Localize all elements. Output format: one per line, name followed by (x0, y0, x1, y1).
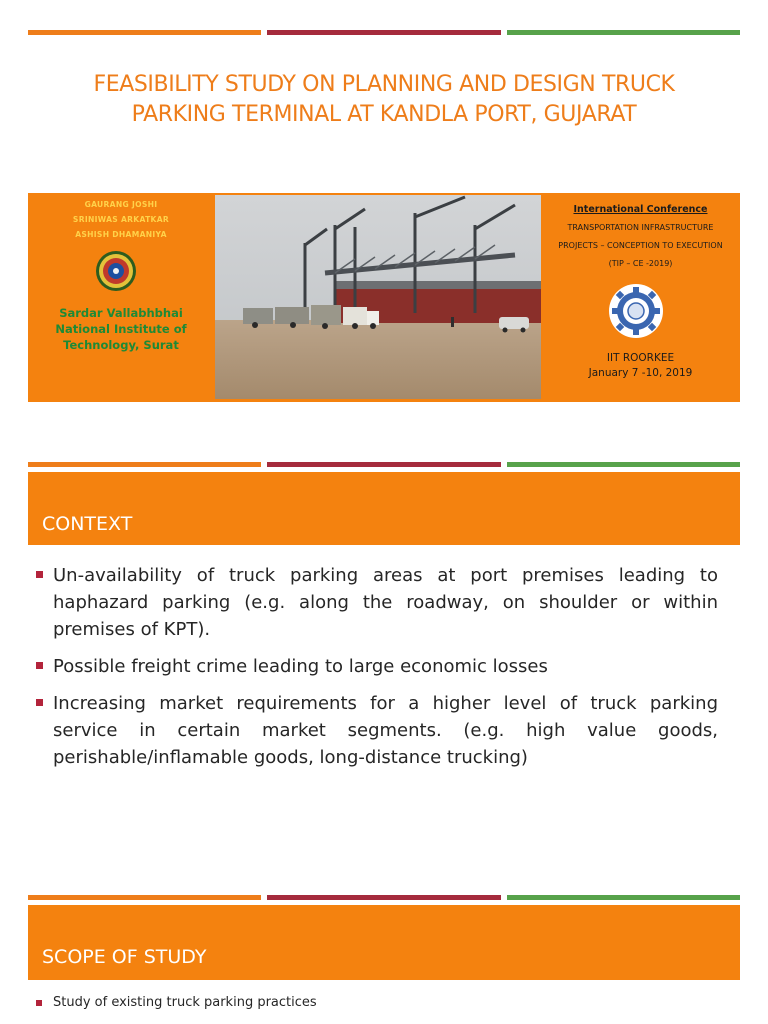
svnit-seal-icon (95, 250, 137, 292)
stripe-orange (28, 462, 261, 467)
conference-info (541, 201, 740, 273)
bullet-text: Un-availability of truck parking areas at port premises leading to haphazard parking (e.g. along the roadway, on shoulder or within premises of KPT). (53, 565, 718, 640)
institute-name (36, 305, 206, 353)
list-item (36, 562, 718, 643)
bullet-text: Increasing market requirements for a higher level of truck parking service in certain market segments. (e.g. high value goods, perishable/inflamable goods, long-distance trucking) (53, 693, 718, 768)
list-item (36, 994, 718, 1012)
title-line-2: PARKING TERMINAL AT KANDLA PORT, GUJARAT (131, 102, 637, 127)
stripe-red (267, 462, 500, 467)
port-photo (215, 195, 541, 399)
context-bullet-list (36, 562, 718, 781)
context-header-bar (28, 472, 740, 545)
stripe-red (267, 895, 500, 900)
slide-title (40, 70, 728, 130)
square-bullet-icon (36, 662, 43, 669)
author-name: SRINIWAS ARKATKAR (72, 215, 170, 224)
list-item (36, 690, 718, 771)
conference-line: PROJECTS – CONCEPTION TO EXECUTION (558, 241, 723, 250)
institute-line: National Institute of (55, 322, 187, 336)
iit-roorkee-gear-icon (608, 283, 664, 339)
square-bullet-icon (36, 1000, 42, 1006)
square-bullet-icon (36, 699, 43, 706)
author-name: GAURANG JOSHI (84, 200, 158, 209)
bullet-text: Study of existing truck parking practices (53, 995, 317, 1010)
conference-line: (TIP – CE -2019) (608, 259, 673, 268)
stripe-orange (28, 30, 261, 35)
stripe-green (507, 895, 740, 900)
venue-name: IIT ROORKEE (606, 352, 675, 364)
context-heading: CONTEXT (42, 513, 133, 535)
stripe-red (267, 30, 500, 35)
top-divider-stripes (28, 30, 740, 35)
institute-line: Sardar Vallabhbhai (59, 306, 183, 320)
list-item (36, 653, 718, 680)
stripe-green (507, 462, 740, 467)
title-line-1: FEASIBILITY STUDY ON PLANNING AND DESIGN TRUCK (93, 72, 675, 97)
conference-banner (28, 193, 740, 402)
square-bullet-icon (36, 571, 43, 578)
author-name: ASHISH DHAMANIYA (75, 230, 167, 239)
section-divider-stripes (28, 895, 740, 900)
section-divider-stripes (28, 462, 740, 467)
scope-bullet-list (36, 994, 718, 1012)
conference-heading: International Conference (573, 204, 708, 215)
scope-header-bar (28, 905, 740, 980)
venue-info (541, 351, 740, 381)
venue-dates: January 7 -10, 2019 (588, 367, 693, 379)
conference-line: TRANSPORTATION INFRASTRUCTURE (567, 223, 714, 232)
stripe-orange (28, 895, 261, 900)
stripe-green (507, 30, 740, 35)
bullet-text: Possible freight crime leading to large economic losses (53, 656, 548, 677)
scope-heading: SCOPE OF STUDY (42, 946, 207, 968)
institute-line: Technology, Surat (63, 338, 179, 352)
author-list (28, 197, 214, 242)
